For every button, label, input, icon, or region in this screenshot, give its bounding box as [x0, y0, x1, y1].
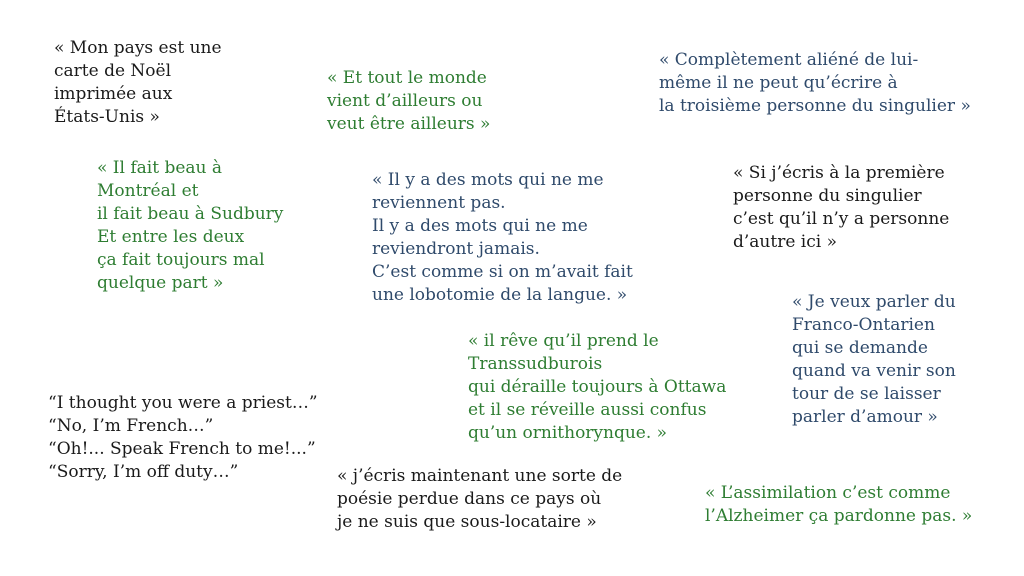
quote-poesie-perdue [337, 465, 622, 534]
quote-line: poésie perdue dans ce pays où [337, 489, 602, 509]
quote-priest [48, 392, 318, 484]
quote-line: « Si j’écris à la première [733, 163, 945, 183]
quote-line: tour de se laisser [792, 384, 941, 404]
quote-line: je ne suis que sous-locataire » [337, 512, 597, 532]
quote-line: « Je veux parler du [792, 292, 956, 312]
quote-line: reviennent pas. [372, 193, 506, 213]
quote-line: c’est qu’il n’y a personne [733, 209, 950, 229]
quote-line: Et entre les deux [97, 227, 245, 247]
quote-line: carte de Noël [54, 61, 172, 81]
quote-line: personne du singulier [733, 186, 922, 206]
quote-franco-ontarien [792, 291, 956, 429]
quote-line: États-Unis » [54, 107, 160, 127]
quote-assimilation [705, 482, 972, 528]
quote-line: « Complètement aliéné de lui- [659, 50, 919, 70]
quote-line: « il rêve qu’il prend le [468, 331, 659, 351]
quote-line: “No, I’m French…” [48, 416, 214, 436]
quote-mon-pays [54, 37, 222, 129]
quote-line: « Mon pays est une [54, 38, 222, 58]
quote-line: C’est comme si on m’avait fait [372, 262, 633, 282]
quote-line: l’Alzheimer ça pardonne pas. » [705, 506, 973, 526]
quote-line: Montréal et [97, 181, 199, 201]
quote-line: « j’écris maintenant une sorte de [337, 466, 623, 486]
quote-line: Franco-Ontarien [792, 315, 935, 335]
quote-il-fait-beau [97, 157, 283, 295]
quote-line: reviendront jamais. [372, 239, 540, 259]
quote-line: qui déraille toujours à Ottawa [468, 377, 727, 397]
quote-line: quand va venir son [792, 361, 956, 381]
quote-line: imprimée aux [54, 84, 173, 104]
quote-completement-aliene [659, 49, 971, 118]
quote-line: veut être ailleurs » [327, 114, 491, 134]
quote-line: « L’assimilation c’est comme [705, 483, 951, 503]
quote-line: Transsudburois [468, 354, 603, 374]
quote-line: quelque part » [97, 273, 224, 293]
quote-line: qui se demande [792, 338, 928, 358]
quote-line: « Il y a des mots qui ne me [372, 170, 604, 190]
quote-line: vient d’ailleurs ou [327, 91, 483, 111]
quote-line: « Il fait beau à [97, 158, 223, 178]
quote-premiere-personne [733, 162, 949, 254]
quote-tout-le-monde [327, 67, 490, 136]
quote-des-mots [372, 169, 633, 307]
quote-line: d’autre ici » [733, 232, 837, 252]
quote-line: la troisième personne du singulier » [659, 96, 971, 116]
quote-transsudburois [468, 330, 726, 445]
quote-line: même il ne peut qu’écrire à [659, 73, 898, 93]
quote-line: parler d’amour » [792, 407, 938, 427]
quote-line: qu’un ornithorynque. » [468, 423, 668, 443]
quote-line: et il se réveille aussi confus [468, 400, 707, 420]
quote-line: “Oh!... Speak French to me!...” [48, 439, 316, 459]
quote-line: il fait beau à Sudbury [97, 204, 284, 224]
quote-line: « Et tout le monde [327, 68, 487, 88]
quote-line: ça fait toujours mal [97, 250, 265, 270]
quote-line: une lobotomie de la langue. » [372, 285, 628, 305]
quote-line: “Sorry, I’m off duty…” [48, 462, 239, 482]
quote-line: Il y a des mots qui ne me [372, 216, 588, 236]
quote-line: “I thought you were a priest…” [48, 393, 318, 413]
